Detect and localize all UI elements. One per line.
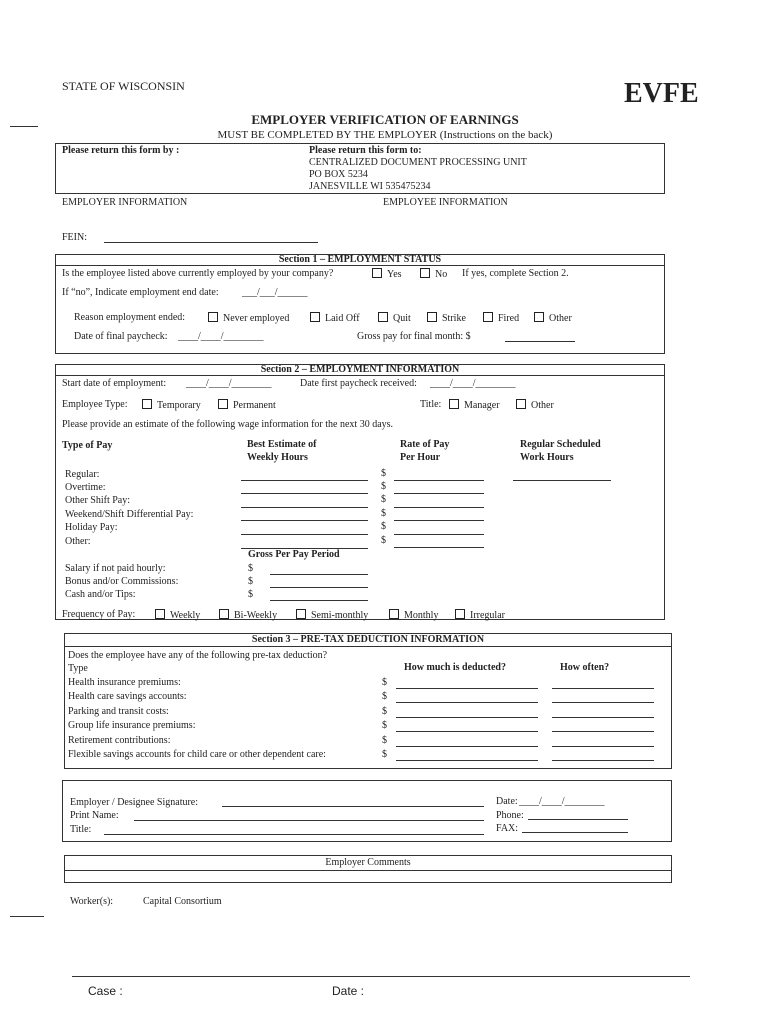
deduction-item: Retirement contributions: bbox=[68, 735, 171, 746]
deduction-frequency-field[interactable] bbox=[552, 746, 654, 747]
pay-type-label: Holiday Pay: bbox=[65, 522, 118, 533]
pay-type-label: Weekend/Shift Differential Pay: bbox=[65, 509, 194, 520]
if-yes-note: If yes, complete Section 2. bbox=[462, 268, 569, 279]
reason-checkbox[interactable] bbox=[378, 312, 388, 322]
manager-checkbox[interactable] bbox=[449, 399, 459, 409]
frequency-checkbox[interactable] bbox=[455, 609, 465, 619]
dollar-sign: $ bbox=[248, 589, 253, 600]
sign-title-label: Title: bbox=[70, 824, 92, 835]
dollar-sign: $ bbox=[248, 576, 253, 587]
deduction-amount-field[interactable] bbox=[396, 702, 538, 703]
deduction-type-label: Type bbox=[68, 663, 88, 674]
reason-checkbox[interactable] bbox=[310, 312, 320, 322]
fein-label: FEIN: bbox=[62, 232, 87, 243]
margin-mark bbox=[10, 916, 44, 917]
weekly-hours-field[interactable] bbox=[241, 534, 368, 535]
employed-question: Is the employee listed above currently employed by your company? bbox=[62, 268, 334, 279]
col-scheduled-hours: Work Hours bbox=[520, 452, 574, 463]
state-name: STATE OF WISCONSIN bbox=[62, 79, 185, 93]
temporary-checkbox[interactable] bbox=[142, 399, 152, 409]
title-other-checkbox[interactable] bbox=[516, 399, 526, 409]
rate-field[interactable] bbox=[394, 547, 484, 548]
no-option[interactable]: No bbox=[420, 268, 447, 280]
final-paycheck-label: Date of final paycheck: bbox=[74, 331, 168, 342]
dollar-sign: $ bbox=[381, 481, 386, 492]
comments-header: Employer Comments bbox=[325, 857, 411, 868]
footer-rule bbox=[72, 976, 690, 977]
phone-label: Phone: bbox=[496, 810, 524, 821]
rate-field[interactable] bbox=[394, 480, 484, 481]
reason-option[interactable]: Other bbox=[534, 312, 572, 324]
gross-per-pay-header: Gross Per Pay Period bbox=[248, 549, 340, 560]
sign-date-label: Date: bbox=[496, 796, 518, 807]
signature-field[interactable] bbox=[222, 806, 484, 807]
how-much-label: How much is deducted? bbox=[404, 662, 506, 673]
employer-info-label: EMPLOYER INFORMATION bbox=[62, 197, 188, 208]
title-other-option[interactable]: Other bbox=[516, 399, 554, 411]
weekly-hours-field[interactable] bbox=[241, 493, 368, 494]
deduction-amount-field[interactable] bbox=[396, 731, 538, 732]
return-address-line: CENTRALIZED DOCUMENT PROCESSING UNIT bbox=[309, 157, 527, 168]
gross-row-label: Cash and/or Tips: bbox=[65, 589, 136, 600]
pay-type-label: Overtime: bbox=[65, 482, 106, 493]
permanent-option[interactable]: Permanent bbox=[218, 399, 276, 411]
dollar-sign: $ bbox=[381, 521, 386, 532]
reason-option[interactable]: Laid Off bbox=[310, 312, 360, 324]
weekly-hours-field[interactable] bbox=[241, 520, 368, 521]
return-to-label: Please return this form to: bbox=[309, 145, 422, 156]
deduction-frequency-field[interactable] bbox=[552, 717, 654, 718]
deduction-frequency-field[interactable] bbox=[552, 731, 654, 732]
final-paycheck-field[interactable]: ____/____/________ bbox=[178, 331, 264, 342]
gross-final-label: Gross pay for final month: $ bbox=[357, 331, 471, 342]
reason-checkbox[interactable] bbox=[483, 312, 493, 322]
gross-final-field[interactable] bbox=[505, 341, 575, 342]
yes-option[interactable]: Yes bbox=[372, 268, 402, 280]
rate-field[interactable] bbox=[394, 520, 484, 521]
fein-field[interactable] bbox=[104, 242, 318, 243]
pay-type-label: Other Shift Pay: bbox=[65, 495, 130, 506]
form-subtitle: MUST BE COMPLETED BY THE EMPLOYER (Instructions on the back) bbox=[217, 129, 553, 141]
comments-header-rule bbox=[64, 870, 672, 871]
frequency-option[interactable]: Bi-Weekly bbox=[219, 609, 277, 621]
deduction-frequency-field[interactable] bbox=[552, 702, 654, 703]
temporary-option[interactable]: Temporary bbox=[142, 399, 201, 411]
dollar-sign: $ bbox=[382, 706, 387, 717]
dollar-sign: $ bbox=[381, 535, 386, 546]
section-3-header-rule bbox=[64, 646, 672, 647]
section-2-header-rule bbox=[55, 375, 665, 376]
print-name-label: Print Name: bbox=[70, 810, 119, 821]
gross-field[interactable] bbox=[270, 600, 368, 601]
fax-label: FAX: bbox=[496, 823, 519, 834]
reason-checkbox[interactable] bbox=[534, 312, 544, 322]
reason-option[interactable]: Never employed bbox=[208, 312, 289, 324]
deduction-item: Health care savings accounts: bbox=[68, 691, 187, 702]
dollar-sign: $ bbox=[382, 735, 387, 746]
date-label: Date : bbox=[332, 984, 365, 998]
print-name-field[interactable] bbox=[134, 820, 484, 821]
case-label: Case : bbox=[88, 984, 123, 998]
deduction-amount-field[interactable] bbox=[396, 746, 538, 747]
frequency-option[interactable]: Monthly bbox=[389, 609, 438, 621]
permanent-checkbox[interactable] bbox=[218, 399, 228, 409]
rate-field[interactable] bbox=[394, 493, 484, 494]
frequency-option[interactable]: Semi-monthly bbox=[296, 609, 368, 621]
deduction-frequency-field[interactable] bbox=[552, 760, 654, 761]
first-paycheck-field[interactable]: ____/____/________ bbox=[430, 378, 516, 389]
dollar-sign: $ bbox=[382, 691, 387, 702]
gross-field[interactable] bbox=[270, 574, 368, 575]
employee-type-label: Employee Type: bbox=[62, 399, 128, 410]
dollar-sign: $ bbox=[381, 508, 386, 519]
pay-type-label: Regular: bbox=[65, 469, 100, 480]
reason-label: Reason employment ended: bbox=[74, 312, 186, 323]
col-scheduled-hours: Regular Scheduled bbox=[520, 439, 601, 450]
yes-checkbox[interactable] bbox=[372, 268, 382, 278]
return-address-line: PO BOX 5234 bbox=[309, 169, 368, 180]
dollar-sign: $ bbox=[381, 468, 386, 479]
col-weekly-hours: Best Estimate of bbox=[247, 439, 317, 450]
dollar-sign: $ bbox=[248, 563, 253, 574]
title-label: Title: bbox=[420, 399, 442, 410]
col-rate-of-pay: Rate of Pay bbox=[400, 439, 450, 450]
worker-value: Capital Consortium bbox=[143, 896, 222, 907]
reason-option[interactable]: Strike bbox=[427, 312, 466, 324]
deduction-amount-field[interactable] bbox=[396, 717, 538, 718]
sign-title-field[interactable] bbox=[104, 834, 484, 835]
reason-option[interactable]: Quit bbox=[378, 312, 411, 324]
scheduled-hours-field[interactable] bbox=[513, 480, 611, 481]
col-type-of-pay: Type of Pay bbox=[62, 440, 113, 451]
sign-date-field[interactable]: ____/____/________ bbox=[519, 796, 605, 807]
frequency-checkbox[interactable] bbox=[296, 609, 306, 619]
phone-field[interactable] bbox=[528, 819, 628, 820]
signature-label: Employer / Designee Signature: bbox=[70, 797, 199, 808]
gross-header-rule bbox=[241, 548, 368, 549]
col-weekly-hours: Weekly Hours bbox=[247, 452, 308, 463]
fax-field[interactable] bbox=[522, 832, 628, 833]
estimate-note: Please provide an estimate of the following wage information for the next 30 days. bbox=[62, 419, 394, 430]
reason-checkbox[interactable] bbox=[427, 312, 437, 322]
weekly-hours-field[interactable] bbox=[241, 507, 368, 508]
section-1-header-rule bbox=[55, 265, 665, 266]
section-1-header: Section 1 – EMPLOYMENT STATUS bbox=[278, 254, 442, 265]
dollar-sign: $ bbox=[382, 720, 387, 731]
deduction-item: Health insurance premiums: bbox=[68, 677, 181, 688]
deduction-amount-field[interactable] bbox=[396, 688, 538, 689]
form-title: EMPLOYER VERIFICATION OF EARNINGS bbox=[251, 112, 519, 127]
dollar-sign: $ bbox=[382, 677, 387, 688]
pay-type-label: Other: bbox=[65, 536, 91, 547]
frequency-option[interactable]: Weekly bbox=[155, 609, 200, 621]
deduction-question: Does the employee have any of the following pre-tax deduction? bbox=[68, 650, 328, 661]
rate-field[interactable] bbox=[394, 534, 484, 535]
worker-label: Worker(s): bbox=[70, 896, 114, 907]
reason-option[interactable]: Fired bbox=[483, 312, 519, 324]
frequency-option[interactable]: Irregular bbox=[455, 609, 505, 621]
deduction-frequency-field[interactable] bbox=[552, 688, 654, 689]
reason-checkbox[interactable] bbox=[208, 312, 218, 322]
end-date-field[interactable]: ___/___/______ bbox=[242, 287, 308, 298]
rate-field[interactable] bbox=[394, 507, 484, 508]
return-address-line: JANESVILLE WI 535475234 bbox=[309, 181, 431, 192]
frequency-checkbox[interactable] bbox=[155, 609, 165, 619]
first-paycheck-label: Date first paycheck received: bbox=[300, 378, 417, 389]
employee-info-label: EMPLOYEE INFORMATION bbox=[383, 197, 508, 208]
deduction-amount-field[interactable] bbox=[396, 760, 538, 761]
frequency-checkbox[interactable] bbox=[219, 609, 229, 619]
frequency-label: Frequency of Pay: bbox=[62, 609, 136, 620]
no-checkbox[interactable] bbox=[420, 268, 430, 278]
return-by-label: Please return this form by : bbox=[62, 145, 180, 156]
gross-row-label: Salary if not paid hourly: bbox=[65, 563, 166, 574]
section-3-header: Section 3 – PRE-TAX DEDUCTION INFORMATION bbox=[251, 634, 485, 645]
deduction-item: Flexible savings accounts for child care or other dependent care: bbox=[68, 749, 326, 760]
dollar-sign: $ bbox=[382, 749, 387, 760]
gross-field[interactable] bbox=[270, 587, 368, 588]
end-date-label: If “no”, Indicate employment end date: bbox=[62, 287, 219, 298]
deduction-item: Group life insurance premiums: bbox=[68, 720, 196, 731]
how-often-label: How often? bbox=[560, 662, 610, 673]
manager-option[interactable]: Manager bbox=[449, 399, 500, 411]
weekly-hours-field[interactable] bbox=[241, 480, 368, 481]
start-date-field[interactable]: ____/____/________ bbox=[186, 378, 272, 389]
dollar-sign: $ bbox=[381, 494, 386, 505]
deduction-item: Parking and transit costs: bbox=[68, 706, 169, 717]
start-date-label: Start date of employment: bbox=[62, 378, 167, 389]
section-2-header: Section 2 – EMPLOYMENT INFORMATION bbox=[260, 364, 460, 375]
form-code: EVFE bbox=[624, 78, 699, 109]
frequency-checkbox[interactable] bbox=[389, 609, 399, 619]
gross-row-label: Bonus and/or Commissions: bbox=[65, 576, 179, 587]
col-rate-of-pay: Per Hour bbox=[400, 452, 441, 463]
